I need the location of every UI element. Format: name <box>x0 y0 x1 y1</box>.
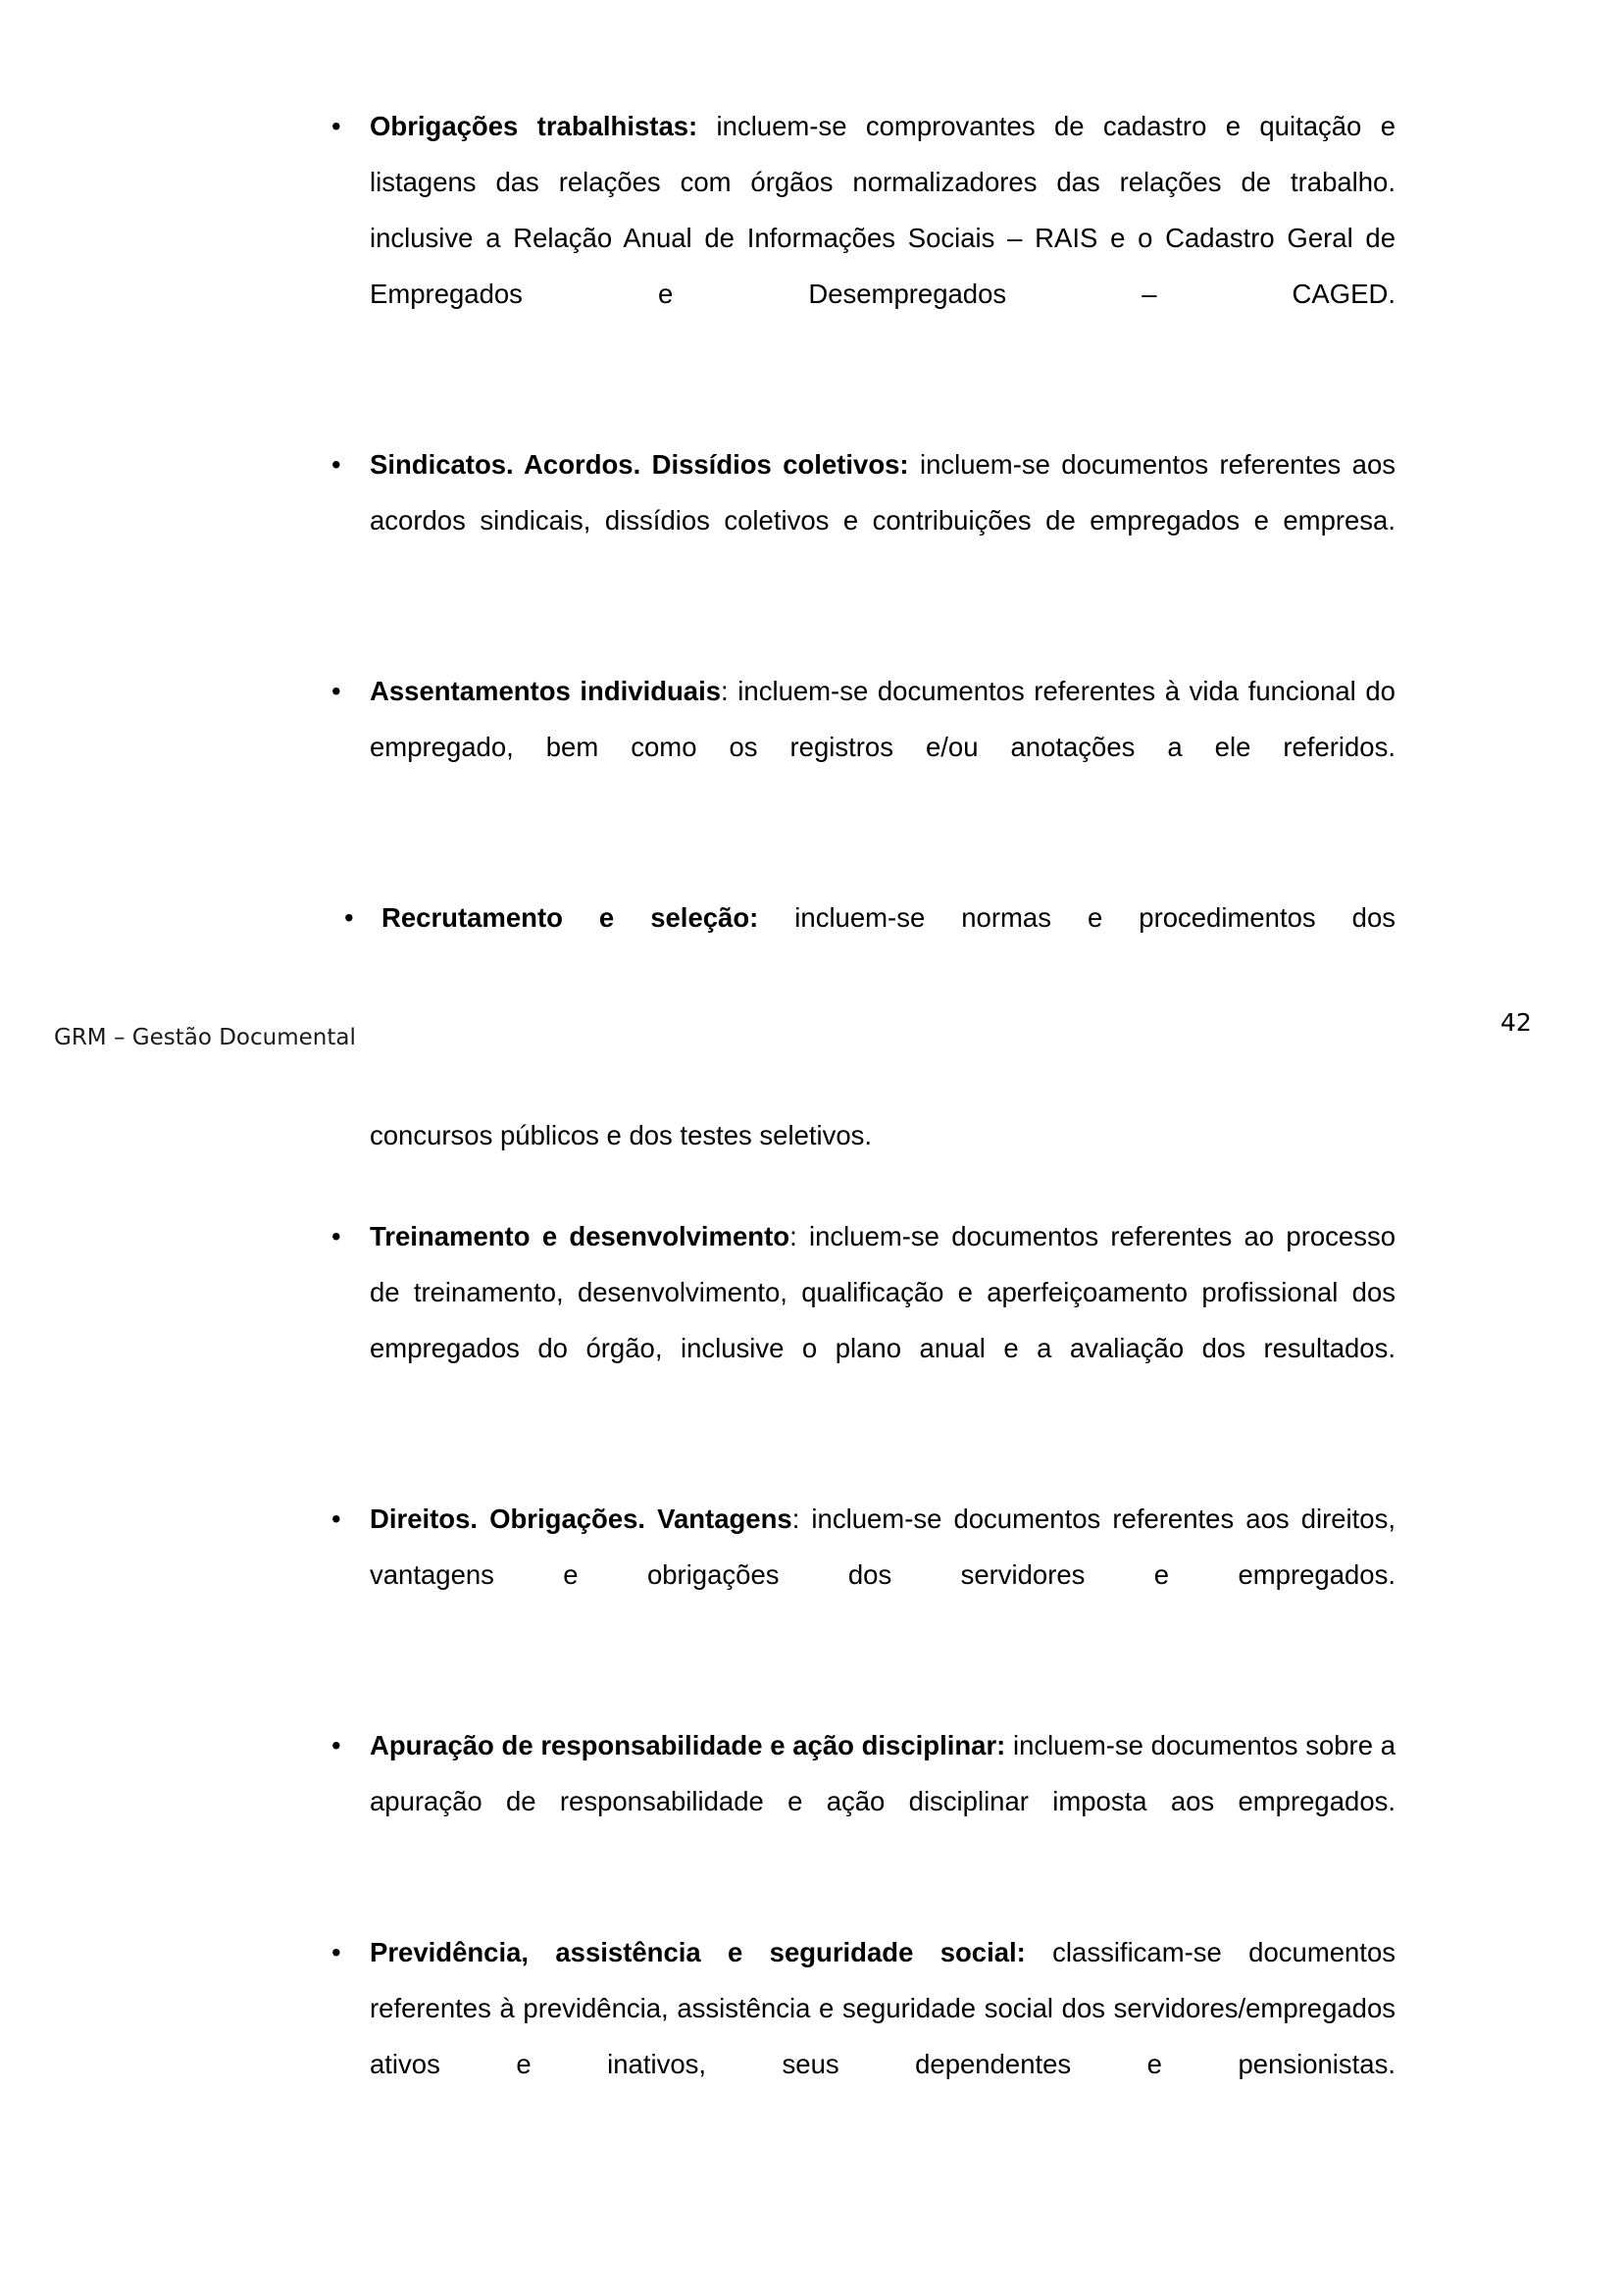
list-item <box>329 1924 1396 2148</box>
list-item <box>329 1208 1396 1432</box>
bullet-icon: • <box>331 1730 341 1760</box>
document-footer-label: GRM – Gestão Documental <box>54 1025 356 1050</box>
list-item-body: incluem-se normas e procedimentos dos <box>758 902 1396 933</box>
list-item <box>329 1491 1396 1658</box>
list-item-body: incluem-se documentos sobre a apuração de responsabilidade e ação disciplinar imposta aos empregados. <box>370 1730 1396 1816</box>
list-item-body: incluem-se documentos referentes aos acordos sindicais, dissídios coletivos e contribuições de empregados e empresa. <box>370 449 1396 535</box>
bullet-icon: • <box>331 111 341 141</box>
list-item-lead: Assentamentos individuais <box>370 676 722 706</box>
document-body <box>329 98 1396 2193</box>
bullet-icon: • <box>331 676 341 706</box>
list-item-body: : incluem-se documentos referentes ao processo de treinamento, desenvolvimento, qualificação e aperfeiçoamento profissional dos empregados do órgão, inclusive o plano anual e a avaliação dos resultados. <box>370 1221 1396 1363</box>
list-item-continuation: concursos públicos e dos testes seletivos. <box>370 1120 873 1150</box>
list-item <box>329 663 1396 831</box>
list-item-body: : incluem-se documentos referentes aos direitos, vantagens e obrigações dos servidores e empregados. <box>370 1504 1396 1590</box>
list-item-lead: Treinamento e desenvolvimento <box>370 1221 790 1251</box>
list-item <box>329 890 1396 1001</box>
list-item <box>329 1717 1396 1885</box>
list-item-body: classificam-se documentos referentes à previdência, assistência e seguridade social dos servidores/empregados ativos e inativos, seus dependentes e pensionistas. <box>370 1937 1396 2079</box>
bullet-icon: • <box>344 902 354 933</box>
bullet-icon: • <box>331 1504 341 1534</box>
list-item-lead: Apuração de responsabilidade e ação disciplinar: <box>370 1730 1006 1760</box>
bullet-icon: • <box>331 1937 341 1967</box>
list-item-lead: Direitos. Obrigações. Vantagens <box>370 1504 792 1534</box>
list-item <box>329 436 1396 604</box>
page-number: 42 <box>1500 1008 1532 1037</box>
overlay-gap <box>329 1001 1396 1107</box>
list-item <box>329 98 1396 378</box>
bullet-icon: • <box>331 449 341 480</box>
bullet-icon: • <box>331 1221 341 1251</box>
list-item-body: : incluem-se documentos referentes à vida funcional do empregado, bem como os registros e/ou anotações a ele referidos. <box>370 676 1396 762</box>
list-item-body: incluem-se comprovantes de cadastro e quitação e listagens das relações com órgãos normalizadores das relações de trabalho. inclusive a Relação Anual de Informações Sociais – RAIS e o Cadastro Geral de Empregados e Desempregados – CAGED. <box>370 111 1396 309</box>
list-item-lead: Sindicatos. Acordos. Dissídios coletivos: <box>370 449 909 480</box>
list-item-lead: Previdência, assistência e seguridade social: <box>370 1937 1026 1967</box>
list-item-lead: Obrigações trabalhistas: <box>370 111 698 141</box>
list-item-lead: Recrutamento e seleção: <box>381 902 759 933</box>
